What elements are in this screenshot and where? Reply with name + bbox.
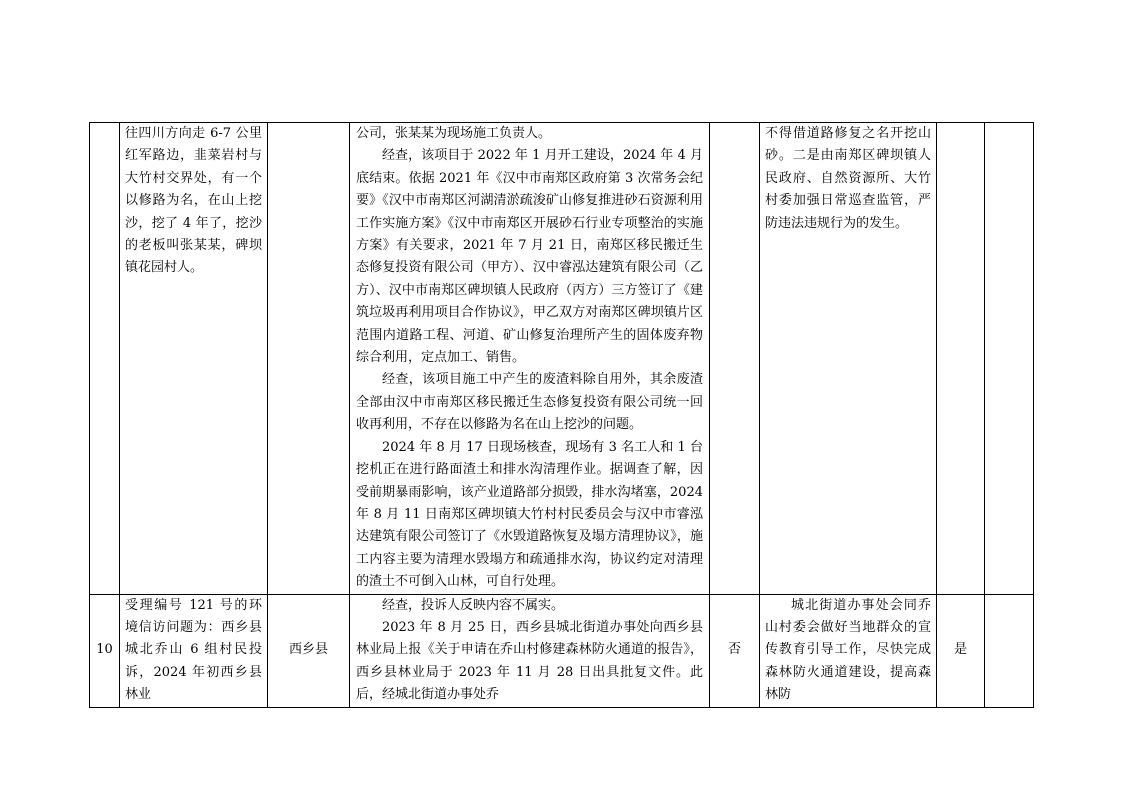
findings-paragraph: 经查，该项目施工中产生的废渣料除自用外，其余废渣全部由汉中市南郑区移民搬迁生态修复投资有限公司统一回收再利用，不存在以修路为名在山上挖沙的问题。 xyxy=(356,372,703,433)
findings-paragraph: 2023 年 8 月 25 日，西乡县城北街道办事处向西乡县林业局上报《关于申请在乔山村修建森林防火通道的报告》，西乡县林业局于 2023 年 11 月 28 日出具批复文件。此后，经城北街道办事处乔 xyxy=(356,619,703,703)
table-row xyxy=(90,123,1034,595)
remarks-cell xyxy=(985,594,1034,707)
issue-cell xyxy=(120,594,268,707)
findings-cell xyxy=(350,123,710,595)
measures-cell xyxy=(760,123,937,595)
row-number-cell: 10 xyxy=(90,594,120,707)
measures-text: 城北街道办事处会同乔山村委会做好当地群众的宣传教育引导工作，尽快完成森林防火通道建设，提高森林防 xyxy=(765,597,931,703)
status-cell: 是 xyxy=(937,594,985,707)
area-cell xyxy=(268,123,350,595)
findings-table xyxy=(89,122,1034,708)
findings-paragraph: 2024 年 8 月 17 日现场核查，现场有 3 名工人和 1 台挖机正在进行路面渣土和排水沟清理作业。据调查了解，因受前期暴雨影响，该产业道路部分损毁，排水沟堵塞，2024 年 8 月 11 日南郑区碑坝镇大竹村村民委员会与汉中市睿泓达建筑有限公司签订了《水毁道路恢复及塌方清理协议》，施工内容主要为清理水毁塌方和疏通排水沟，协议约定对清理的渣土不可倒入山林，可自行处理。 xyxy=(356,439,703,590)
findings-paragraph: 公司，张某某为现场施工负责人。 xyxy=(356,126,552,141)
measures-text: 不得借道路修复之名开挖山砂。二是由南郑区碑坝镇人民政府、自然资源所、大竹村委加强日常巡查监管，严防违法违规行为的发生。 xyxy=(765,126,931,231)
remarks-cell xyxy=(985,123,1034,595)
area-cell: 西乡县 xyxy=(268,594,350,707)
row-number-cell xyxy=(90,123,120,595)
verdict-cell: 否 xyxy=(710,594,760,707)
measures-cell xyxy=(760,594,937,707)
verdict-cell xyxy=(710,123,760,595)
issue-text: 受理编号 121 号的环境信访问题为：西乡县城北乔山 6 组村民投诉，2024 年初西乡县林业 xyxy=(125,597,262,703)
issue-cell xyxy=(120,123,268,595)
findings-paragraph: 经查，该项目于 2022 年 1 月开工建设，2024 年 4 月底结束。依据 2021 年《汉中市南郑区政府第 3 次常务会纪要》《汉中市南郑区河湖清淤疏浚矿山修复推进砂石资源利用工作实施方案》《汉中市南郑区开展砂石行业专项整治的实施方案》有关要求，2021 年 7 月 21 日，南郑区移民搬迁生态修复投资有限公司（甲方）、汉中睿泓达建筑有限公司（乙方）、汉中市南郑区碑坝镇人民政府（丙方）三方签订了《建筑垃圾再利用项目合作协议》，甲乙双方对南郑区碑坝镇片区范围内道路工程、河道、矿山修复治理所产生的固体废弃物综合利用，定点加工、销售。 xyxy=(356,148,703,366)
issue-text: 往四川方向走 6-7 公里红军路边，韭菜岩村与大竹村交界处，有一个以修路为名，在山上挖沙，挖了 4 年了，挖沙的老板叫张某某，碑坝镇花园村人。 xyxy=(125,126,262,276)
table-row xyxy=(90,594,1034,707)
status-cell xyxy=(937,123,985,595)
findings-paragraph: 经查，投诉人反映内容不属实。 xyxy=(382,597,565,613)
findings-cell xyxy=(350,594,710,707)
